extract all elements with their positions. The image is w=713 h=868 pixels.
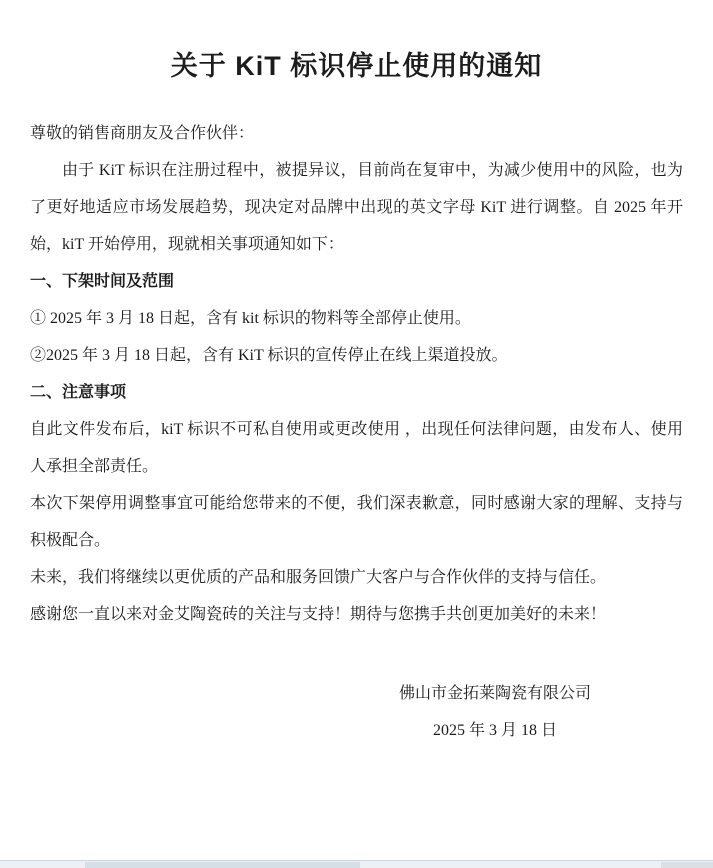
section-1-heading: 一、下架时间及范围: [30, 273, 175, 290]
salutation-line: 尊敬的销售商朋友及合作伙伴：: [30, 125, 255, 142]
section-2-paragraph-1: 自此文件发布后，kiT 标识不可私自使用或更改使用 ，出现任何法律问题，由发布人、使用人承担全部责任。: [30, 421, 683, 475]
section-2-paragraph-3: 未来，我们将继续以更优质的产品和服务回馈广大客户与合作伙伴的支持与信任。: [30, 569, 607, 586]
section-1-item-1: ① 2025 年 3 月 18 日起，含有 kit 标识的物料等全部停止使用。: [30, 310, 471, 327]
scrollbar-thumb[interactable]: [85, 862, 360, 868]
horizontal-scrollbar[interactable]: [0, 860, 713, 868]
intro-paragraph: 由于 KiT 标识在注册过程中，被提异议，目前尚在复审中，为减少使用中的风险，也为了更好地适应市场发展趋势，现决定对品牌中出现的英文字母 KiT 进行调整。自 2025 年开始，kiT 开始停用，现就相关事项通知如下：: [30, 162, 683, 253]
scrollbar-corner: [661, 862, 713, 868]
signature-date: 2025 年 3 月 18 日: [432, 722, 557, 739]
signature-block: [355, 675, 635, 749]
section-1-item-2: ②2025 年 3 月 18 日起，含有 KiT 标识的宣传停止在线上渠道投放。: [30, 347, 508, 364]
document-title: 关于 KiT 标识停止使用的通知: [170, 51, 543, 81]
section-2-paragraph-4: 感谢您一直以来对金艾陶瓷砖的关注与支持！期待与您携手共创更加美好的未来！: [30, 606, 607, 623]
signature-company-name: 佛山市金拓莱陶瓷有限公司: [398, 685, 591, 702]
section-2-paragraph-2: 本次下架停用调整事宜可能给您带来的不便，我们深表歉意，同时感谢大家的理解、支持与积极配合。: [30, 495, 683, 549]
section-2-heading: 二、注意事项: [30, 384, 127, 401]
